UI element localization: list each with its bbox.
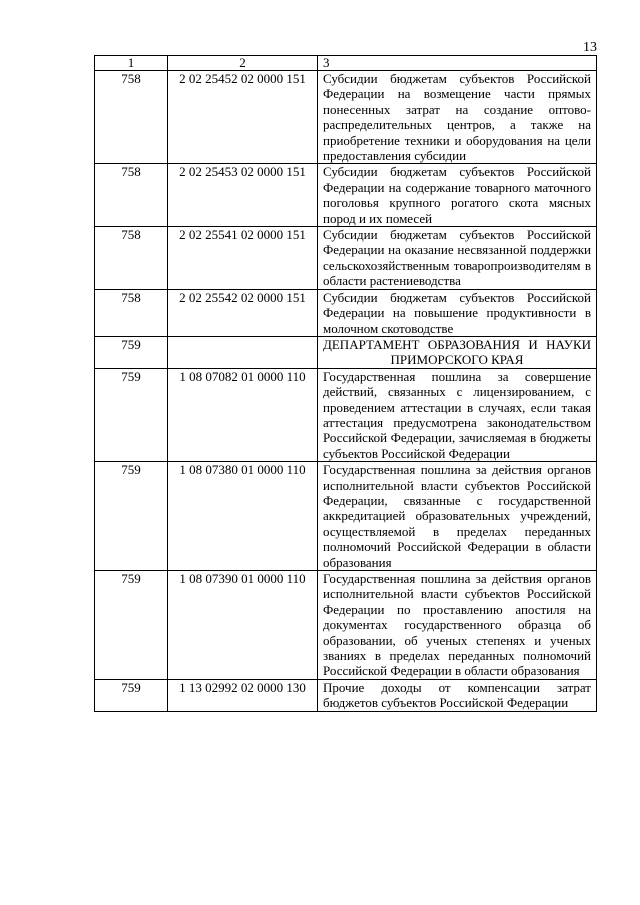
description-cell: Субсидии бюджетам субъектов Российской Федерации на повышение продуктивности в молочном скотоводстве [318, 289, 597, 336]
budget-code-cell: 2 02 25452 02 0000 151 [168, 71, 318, 164]
table-row [95, 227, 597, 290]
admin-code-cell: 759 [95, 679, 168, 711]
admin-code-cell: 758 [95, 289, 168, 336]
table-row [95, 679, 597, 711]
admin-code-cell: 759 [95, 462, 168, 571]
admin-code-cell: 758 [95, 164, 168, 227]
column-header-3: 3 [318, 56, 597, 71]
table-row [95, 462, 597, 571]
budget-code-cell: 2 02 25541 02 0000 151 [168, 227, 318, 290]
description-cell: Прочие доходы от компенсации затрат бюджетов субъектов Российской Федерации [318, 679, 597, 711]
table-row [95, 164, 597, 227]
table-row [95, 289, 597, 336]
budget-code-cell: 1 08 07380 01 0000 110 [168, 462, 318, 571]
description-cell: Субсидии бюджетам субъектов Российской Федерации на оказание несвязанной поддержки сельскохозяйственным товаропроизводителям в области растениеводства [318, 227, 597, 290]
description-cell: Субсидии бюджетам субъектов Российской Федерации на возмещение части прямых понесенных затрат на создание оптово-распределительных центров, а также на приобретение техники и оборудования на цели предоставления субсидии [318, 71, 597, 164]
description-cell: Государственная пошлина за действия органов исполнительной власти субъектов Российской Федерации по проставлению апостиля на документах государственного образца об образовании, об ученых степенях и ученых званиях в пределах переданных полномочий Российской Федерации в области образования [318, 571, 597, 680]
table-row [95, 71, 597, 164]
budget-code-cell [168, 336, 318, 368]
admin-code-cell: 759 [95, 336, 168, 368]
budget-code-cell: 2 02 25453 02 0000 151 [168, 164, 318, 227]
table-header-row [95, 56, 597, 71]
description-cell: Государственная пошлина за действия органов исполнительной власти субъектов Российской Федерации, связанные с государственной аккредитацией образовательных учреждений, осуществляемой в пределах переданных полномочий Российской Федерации в области образования [318, 462, 597, 571]
table-row [95, 336, 597, 368]
budget-code-cell: 1 13 02992 02 0000 130 [168, 679, 318, 711]
budget-code-cell: 1 08 07390 01 0000 110 [168, 571, 318, 680]
admin-code-cell: 758 [95, 227, 168, 290]
page-number: 13 [583, 40, 597, 55]
budget-code-cell: 1 08 07082 01 0000 110 [168, 368, 318, 461]
description-cell: ДЕПАРТАМЕНТ ОБРАЗОВАНИЯ И НАУКИ ПРИМОРСКОГО КРАЯ [318, 336, 597, 368]
column-header-2: 2 [168, 56, 318, 71]
admin-code-cell: 759 [95, 368, 168, 461]
column-header-1: 1 [95, 56, 168, 71]
description-cell: Государственная пошлина за совершение действий, связанных с лицензированием, с проведением аттестации в случаях, если такая аттестация предусмотрена законодательством Российской Федерации, зачисляемая в бюджеты субъектов Российской Федерации [318, 368, 597, 461]
admin-code-cell: 758 [95, 71, 168, 164]
budget-code-cell: 2 02 25542 02 0000 151 [168, 289, 318, 336]
table-row [95, 571, 597, 680]
income-codes-table [94, 55, 597, 712]
admin-code-cell: 759 [95, 571, 168, 680]
table-row [95, 368, 597, 461]
description-cell: Субсидии бюджетам субъектов Российской Федерации на содержание товарного маточного поголовья крупного рогатого скота мясных пород и их помесей [318, 164, 597, 227]
